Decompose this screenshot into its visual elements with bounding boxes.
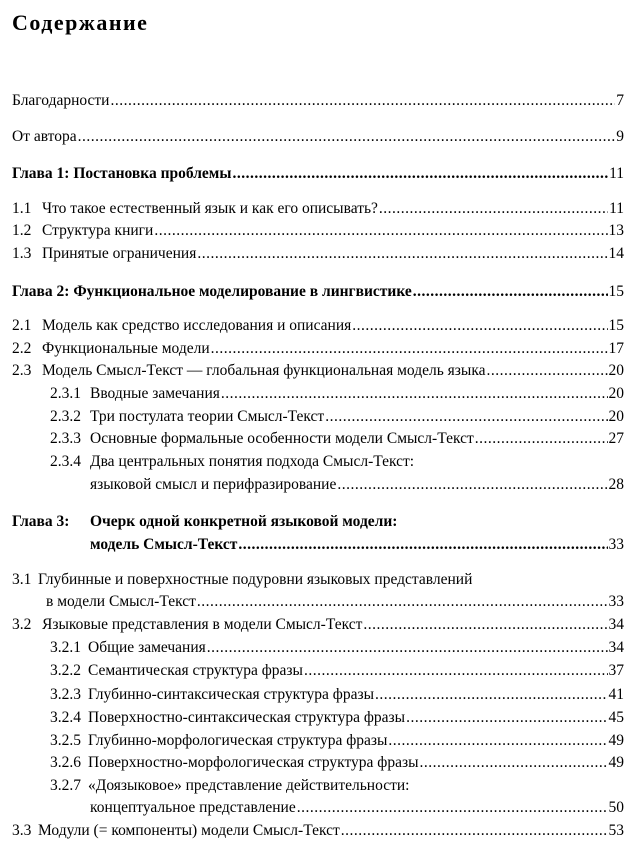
leader-dots [78, 127, 616, 147]
entry-text-continued: модель Смысл-Текст [90, 536, 238, 553]
entry-text: Глубинно-синтаксическая структура фразы [88, 686, 375, 703]
entry-text: Глубинно-морфологическая структура фразы [88, 732, 388, 749]
entry-text: Языковые представления в модели Смысл-Текст [42, 616, 363, 633]
entry-number: 3.2.2 [50, 662, 81, 679]
toc-entry-3-2-7[interactable] [90, 798, 624, 818]
leader-dots [341, 821, 608, 841]
entry-text: Два центральных понятия подхода Смысл-Текст: [90, 453, 415, 470]
leader-dots [197, 592, 608, 612]
entry-page: 49 [608, 754, 624, 771]
toc-entry-3-2-3[interactable] [50, 685, 624, 705]
leader-dots [406, 708, 607, 728]
entry-number: 2.2 [12, 340, 32, 357]
entry-page: 33 [608, 536, 624, 553]
leader-dots [297, 798, 608, 818]
entry-number: 3.2.5 [50, 732, 81, 749]
toc-entry-3-1[interactable] [46, 592, 624, 612]
entry-page: 17 [608, 340, 624, 357]
entry-page: 20 [608, 385, 624, 402]
toc-entry-preface[interactable] [12, 127, 624, 147]
toc-entry-3-2-1[interactable] [50, 638, 624, 658]
leader-dots [110, 91, 615, 111]
leader-dots [154, 221, 607, 241]
entry-number: 2.3.2 [50, 408, 81, 425]
leader-dots [304, 661, 608, 681]
entry-page: 50 [608, 799, 624, 816]
toc-entry-3-2-6[interactable] [50, 753, 624, 773]
entry-page: 53 [608, 822, 624, 839]
leader-dots [379, 199, 608, 219]
entry-page: 7 [616, 92, 624, 109]
entry-number: 1.3 [12, 245, 32, 262]
entry-text: Основные формальные особенности модели Смысл-Текст [90, 430, 474, 447]
toc-entry-2-3-4[interactable] [90, 475, 624, 495]
toc-entry-2-3-1[interactable] [50, 384, 624, 404]
toc-entry-2-3-2[interactable] [50, 407, 624, 427]
toc-entry-chapter-1[interactable] [12, 164, 624, 184]
entry-text: Три постулата теории Смысл-Текст [90, 408, 325, 425]
entry-text: Модель как средство исследования и описания [42, 317, 352, 334]
entry-text: Вводные замечания [90, 385, 220, 402]
leader-dots [232, 164, 608, 184]
entry-page: 34 [608, 616, 624, 633]
toc-entry-1-2[interactable] [12, 221, 624, 241]
toc-entry-chapter-2[interactable] [12, 282, 624, 302]
entry-page: 33 [608, 593, 624, 610]
entry-page: 20 [608, 362, 624, 379]
entry-number: 3.2.3 [50, 686, 81, 703]
leader-dots [221, 384, 608, 404]
entry-number: Глава 3: [12, 513, 70, 530]
page-title: Содержание [12, 10, 149, 35]
entry-number: 3.1 [12, 571, 32, 588]
leader-dots [352, 316, 607, 336]
entry-number: 3.2.7 [50, 777, 81, 794]
toc-entry-2-3-4-line1[interactable] [50, 452, 414, 472]
entry-page: 9 [616, 128, 624, 145]
entry-number: 3.2.6 [50, 754, 81, 771]
toc-entry-3-3[interactable] [12, 821, 624, 841]
entry-text-continued: языковой смысл и перифразирование [90, 476, 337, 493]
entry-page: 11 [609, 200, 624, 217]
toc-entry-3-2-7-line1[interactable] [50, 776, 409, 796]
toc-entry-chapter-3-line1[interactable] [12, 512, 397, 532]
entry-page: 15 [608, 317, 624, 334]
entry-number: 3.2.1 [50, 639, 81, 656]
entry-text: Поверхностно-синтаксическая структура фразы [88, 709, 406, 726]
leader-dots [487, 361, 608, 381]
entry-text: Глубинные и поверхностные подуровни языковых представлений [38, 571, 473, 588]
entry-number: 3.2.4 [50, 709, 81, 726]
entry-page: 28 [608, 476, 624, 493]
leader-dots [413, 282, 608, 302]
entry-text: Семантическая структура фразы [88, 662, 303, 679]
entry-text: Поверхностно-морфологическая структура фразы [88, 754, 419, 771]
entry-text: Структура книги [42, 222, 154, 239]
toc-entry-3-1-line1[interactable] [12, 570, 472, 590]
entry-text: Что такое естественный язык и как его описывать? [42, 200, 378, 217]
leader-dots [337, 475, 607, 495]
toc-entry-chapter-3[interactable] [90, 535, 624, 555]
entry-number: 2.1 [12, 317, 32, 334]
entry-page: 34 [608, 639, 624, 656]
toc-entry-2-3[interactable] [12, 361, 624, 381]
entry-page: 20 [608, 408, 624, 425]
entry-number: 3.3 [12, 822, 32, 839]
leader-dots [420, 753, 608, 773]
entry-number: 2.3.4 [50, 453, 81, 470]
toc-entry-3-2[interactable] [12, 615, 624, 635]
leader-dots [211, 339, 608, 359]
toc-entry-1-3[interactable] [12, 244, 624, 264]
entry-page: 49 [608, 732, 624, 749]
entry-text: «Доязыковое» представление действительности: [88, 777, 410, 794]
entry-page: 27 [608, 430, 624, 447]
entry-page: 37 [608, 662, 624, 679]
entry-page: 11 [609, 165, 624, 182]
entry-number: 2.3.1 [50, 385, 81, 402]
toc-entry-1-1[interactable] [12, 199, 624, 219]
toc-entry-3-2-5[interactable] [50, 731, 624, 751]
entry-number: 2.3.3 [50, 430, 81, 447]
toc-entry-acknowledgements[interactable] [12, 91, 624, 111]
leader-dots [197, 244, 607, 264]
entry-page: 13 [608, 222, 624, 239]
toc-entry-2-1[interactable] [12, 316, 624, 336]
entry-number: 1.2 [12, 222, 32, 239]
toc-entry-3-2-2[interactable] [50, 661, 624, 681]
leader-dots [363, 615, 607, 635]
entry-text: От автора [12, 128, 77, 145]
entry-page: 14 [608, 245, 624, 262]
leader-dots [388, 731, 607, 751]
entry-number: 3.2 [12, 616, 32, 633]
toc-entry-2-3-3[interactable] [50, 429, 624, 449]
entry-number: 2.3 [12, 362, 32, 379]
entry-number: 1.1 [12, 200, 32, 217]
leader-dots [207, 638, 608, 658]
toc-entry-2-2[interactable] [12, 339, 624, 359]
entry-text: Глава 2: Функциональное моделирование в лингвистике [12, 283, 412, 300]
entry-page: 45 [608, 709, 624, 726]
leader-dots [375, 685, 607, 705]
entry-text: Глава 1: Постановка проблемы [12, 165, 232, 182]
leader-dots [238, 535, 607, 555]
entry-text: Общие замечания [88, 639, 206, 656]
entry-text: Модули (= компоненты) модели Смысл-Текст [38, 822, 340, 839]
leader-dots [325, 407, 607, 427]
entry-page: 15 [608, 283, 624, 300]
entry-page: 41 [608, 686, 624, 703]
entry-text-continued: концептуальное представление [90, 799, 296, 816]
entry-text: Очерк одной конкретной языковой модели: [90, 513, 398, 530]
toc-entry-3-2-4[interactable] [50, 708, 624, 728]
entry-text: Благодарности [12, 92, 110, 109]
entry-text-continued: в модели Смысл-Текст [46, 593, 196, 610]
entry-text: Принятые ограничения [42, 245, 197, 262]
leader-dots [475, 429, 608, 449]
entry-text: Функциональные модели [42, 340, 210, 357]
entry-text: Модель Смысл-Текст — глобальная функциональная модель языка [42, 362, 486, 379]
